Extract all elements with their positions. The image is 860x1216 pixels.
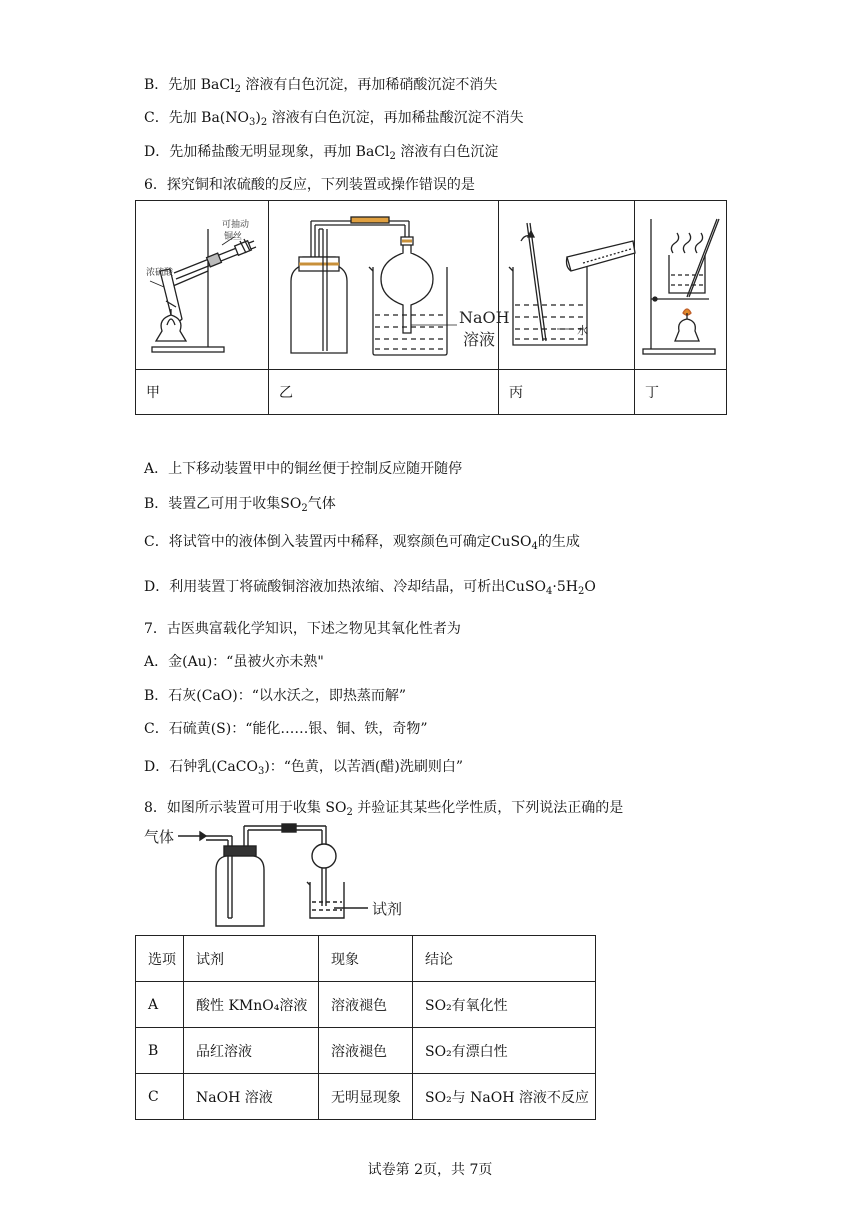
q7-option-c: C．石硫黄(S)：“能化……银、铜、铁，奇物” (144, 721, 428, 737)
q5-option-b: B．先加 BaCl$_2$ 溶液有白色沉淀，再加稀硝酸沉淀不消失 (144, 77, 498, 95)
header-phenomenon: 现象 (319, 936, 413, 982)
q8-apparatus-figure (144, 822, 414, 930)
q6-option-d: D．利用装置丁将硫酸铜溶液加热浓缩、冷却结晶，可析出$CuSO_4\cdot 5H_2O$ (144, 579, 596, 597)
table-row (136, 1028, 596, 1074)
q8-stem: 8．如图所示装置可用于收集 $SO_2$ 并验证其某些化学性质，下列说法正确的是 (144, 800, 624, 818)
apparatus-yi-figure (269, 201, 510, 369)
table-row (136, 1074, 596, 1120)
row-reagent: NaOH 溶液 (184, 1074, 319, 1120)
jia-label-acid: 浓硫酸 (146, 268, 174, 278)
row-conclusion: SO₂有氧化性 (413, 982, 596, 1028)
apparatus-ding (635, 201, 727, 370)
row-phenomenon: 无明显现象 (319, 1074, 413, 1120)
q7-stem: 7．古医典富载化学知识，下述之物见其氧化性者为 (144, 621, 461, 637)
q5-option-d: D．先加稀盐酸无明显现象，再加 BaCl$_2$ 溶液有白色沉淀 (144, 144, 499, 162)
page-footer: 试卷第 2页，共 7页 (367, 1162, 493, 1178)
apparatus-bing (499, 201, 635, 370)
q8-options-table (135, 935, 596, 1120)
apparatus-jia (136, 201, 269, 370)
apparatus-jia-figure (136, 201, 268, 369)
q6-option-c: C．将试管中的液体倒入装置丙中稀释，观察颜色可确定CuSO$_4$的生成 (144, 534, 580, 552)
q6-option-b: B．装置乙可用于收集$SO_2$气体 (144, 496, 336, 514)
q8-label-gas: 气体 (144, 828, 175, 846)
row-reagent: 酸性 KMnO₄溶液 (184, 982, 319, 1028)
yi-label-solution: 溶液 (463, 330, 496, 349)
q7-option-b: B．石灰(CaO)：“以水沃之，即热蒸而解” (144, 688, 407, 704)
apparatus-bing-figure (499, 201, 634, 369)
q7-option-d: D．石钟乳(CaCO$_3$)：“色黄，以苦酒(醋)洗刷则白” (144, 759, 464, 777)
q8-label-reagent: 试剂 (372, 900, 403, 918)
q6-apparatus-table (135, 200, 727, 415)
jia-label-wire-1: 可抽动 (222, 220, 250, 230)
label-bing: 丙 (499, 370, 635, 415)
label-ding: 丁 (635, 370, 727, 415)
table-row (136, 982, 596, 1028)
row-option: C (136, 1074, 184, 1120)
label-jia: 甲 (136, 370, 269, 415)
row-phenomenon: 溶液褪色 (319, 1028, 413, 1074)
header-option: 选项 (136, 936, 184, 982)
header-reagent: 试剂 (184, 936, 319, 982)
q6-option-a: A．上下移动装置甲中的铜丝便于控制反应随开随停 (144, 461, 463, 477)
jia-label-wire-2: 铜丝 (224, 232, 243, 242)
row-phenomenon: 溶液褪色 (319, 982, 413, 1028)
apparatus-ding-figure (635, 201, 726, 369)
q7-option-a: A．金(Au)：“虽被火亦未熟" (144, 654, 324, 670)
row-conclusion: SO₂有漂白性 (413, 1028, 596, 1074)
row-reagent: 品红溶液 (184, 1028, 319, 1074)
row-option: A (136, 982, 184, 1028)
bing-label-water: 水 (577, 324, 588, 337)
row-option: B (136, 1028, 184, 1074)
q5-option-c: C．先加 $Ba(NO_3)_2$ 溶液有白色沉淀，再加稀盐酸沉淀不消失 (144, 110, 524, 128)
apparatus-yi (269, 201, 510, 370)
row-conclusion: SO₂与 NaOH 溶液不反应 (413, 1074, 596, 1120)
table-header-row (136, 936, 596, 982)
label-yi: 乙 (269, 370, 499, 415)
q6-stem: 6．探究铜和浓硫酸的反应，下列装置或操作错误的是 (144, 177, 475, 193)
yi-label-naoh: NaOH (459, 308, 510, 327)
header-conclusion: 结论 (413, 936, 596, 982)
